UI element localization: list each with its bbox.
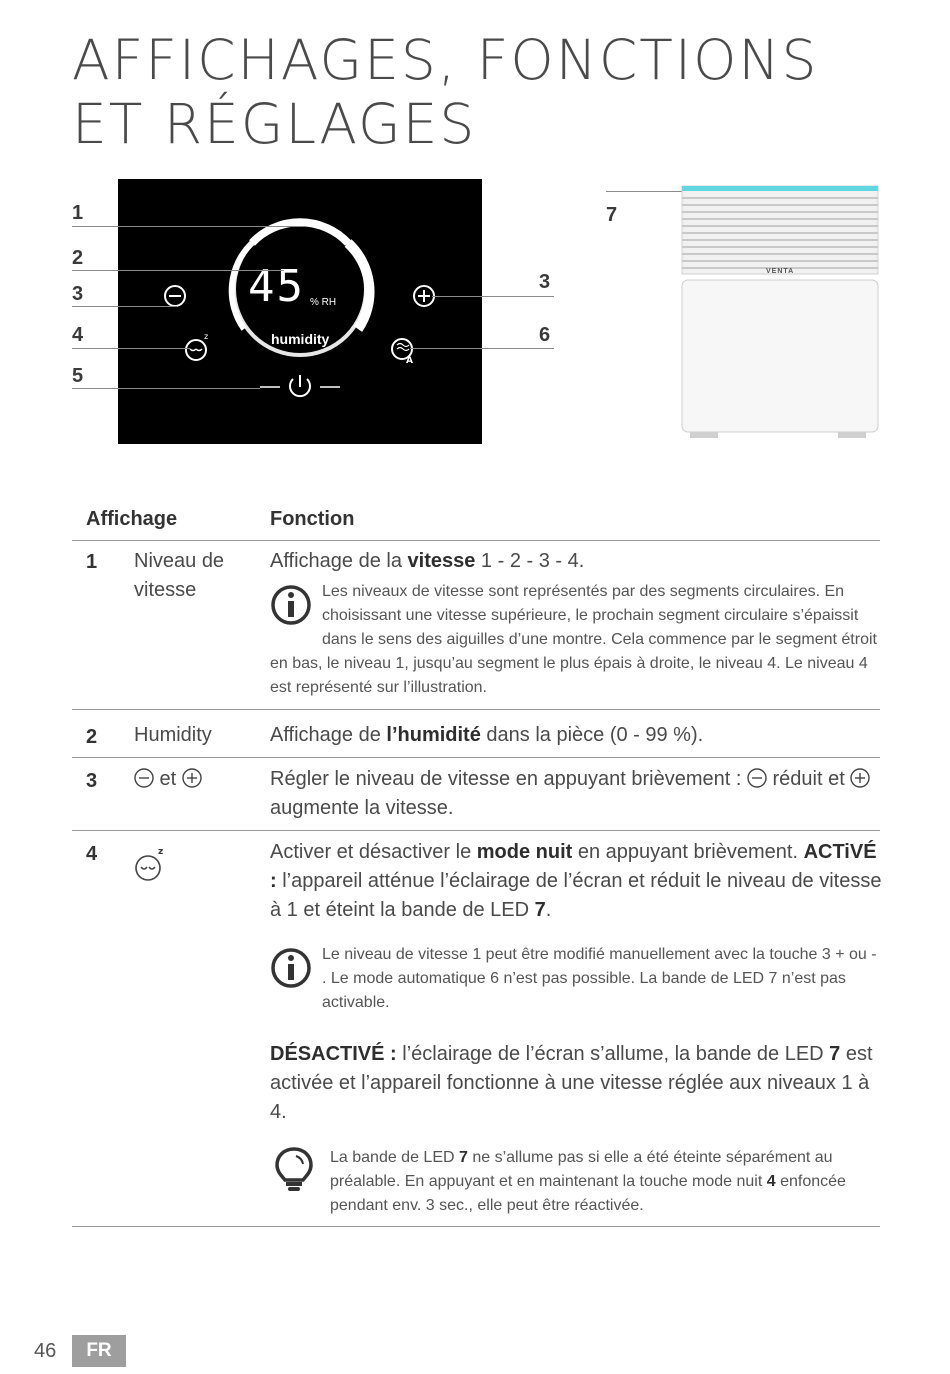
header-function: Fonction [270,508,355,530]
page-title-line2: ET RÉGLAGES [72,92,477,156]
callout-1: 1 [72,202,84,224]
page-number: 46 [34,1340,57,1362]
device-illustration [570,180,890,442]
callout-5: 5 [72,365,84,387]
callout-2: 2 [72,247,84,269]
info-icon [270,947,316,993]
row1-note: Les niveaux de vitesse sont représentés par des segments circulaires. En choisissant une vitesse supérieure, le prochain segment circulaire s’épaissit dans le sens des aiguilles d’une montre. Cela commence par le segment étroit en bas, le niveau 1, jusqu’au segment le plus épais à droite, le niveau 4. Le niveau 4 est représenté sur l’illustration. [270,583,877,696]
row1-function: Affichage de la vitesse 1 - 2 - 3 - 4. [270,550,585,572]
svg-text:z: z [158,847,164,857]
humidity-value: 45 [248,261,305,312]
control-panel [118,179,482,444]
plus-icon [850,768,870,788]
row3-name: et [134,765,202,794]
row2-function: Affichage de l’humidité dans la pièce (0 - 99 %). [270,724,704,746]
row1-number: 1 [86,551,98,573]
humidity-unit: % RH [310,297,337,308]
callout-3-right: 3 [539,271,551,293]
row1-divider [72,709,880,710]
row2-name: Humidity [134,724,212,746]
row1-name: Niveau de vitesse [134,550,225,601]
header-display: Affichage [86,508,178,530]
row3-divider [72,830,880,831]
row2-number: 2 [86,726,98,748]
svg-text:z: z [204,332,209,341]
device-brand: VENTA [766,268,795,275]
callout-line-3-left [72,306,177,307]
row4-function-intro: Activer et désactiver le mode nuit en appuyant brièvement. ACTiVÉ : l’appareil atténue l’éclairage de l’écran et réduit le niveau de vitesse à 1 et éteint la bande de LED 7. [270,841,882,921]
row2-divider [72,757,880,758]
humidity-label: humidity [271,331,330,347]
callout-line-5 [72,388,260,389]
callout-3-left: 3 [72,283,84,305]
lightbulb-icon [274,1146,314,1192]
info-icon [270,584,316,630]
night-mode-icon [134,846,166,882]
callout-line-1 [72,226,304,227]
svg-text:A: A [406,356,413,366]
callout-line-4 [72,348,190,349]
minus-icon [134,768,154,788]
row4-tip: La bande de LED 7 ne s’allume pas si elle a été éteinte séparément au préalable. En appuyant et en maintenant la touche mode nuit 4 enfoncée pendant env. 3 sec., elle peut être réactivée. [270,1146,882,1218]
row4-function-off: DÉSACTIVÉ : l’éclairage de l’écran s’allume, la bande de LED 7 est activée et l’appareil fonctionne à une vitesse réglée aux niveaux 1 à 4. [270,1043,873,1123]
page-title-line1: AFFICHAGES, FONCTIONS [72,28,819,92]
plus-icon [182,768,202,788]
row3-number: 3 [86,770,98,792]
language-badge: FR [72,1335,126,1367]
callout-6: 6 [539,324,551,346]
table-bottom-divider [72,1226,880,1227]
callout-line-6 [410,348,554,349]
callout-7: 7 [606,204,618,226]
minus-icon [747,768,767,788]
row4-number: 4 [86,843,98,865]
header-divider [72,540,880,541]
row3-function: Régler le niveau de vitesse en appuyant brièvement : réduit et augmente la vitesse. [270,765,882,823]
page-title [72,28,818,156]
callout-line-2 [72,270,284,271]
callout-4: 4 [72,324,84,346]
callout-line-3-right [432,296,554,297]
row4-note: Le niveau de vitesse 1 peut être modifié manuellement avec la touche 3 + ou - . Le mode automatique 6 n’est pas possible. La bande de LED 7 n’est pas activable. [270,943,882,1015]
